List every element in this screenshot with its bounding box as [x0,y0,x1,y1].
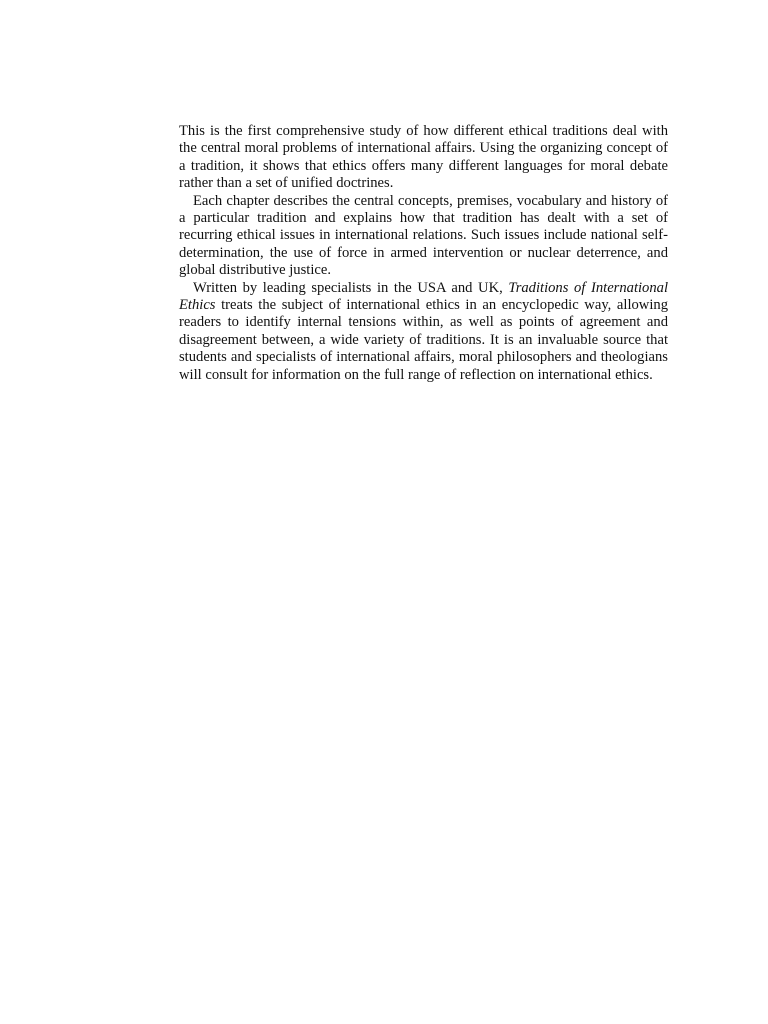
paragraph-authors-lead: Written by leading specialists in the USA and UK, [193,279,509,296]
paragraph-chapters: Each chapter describes the central concepts, premises, vocabulary and history of a particular tradition and explains how that tradition has dealt with a set of recurring ethical issues in international relations. Such issues include national self-determination, the use of force in armed intervention or nuclear deterrence, and global distributive justice. [179,192,668,279]
paragraph-intro: This is the first comprehensive study of how different ethical traditions deal with the central moral problems of international affairs. Using the organizing concept of a tradition, it shows that ethics offers many different languages for moral debate rather than a set of unified doctrines. [179,123,668,192]
book-title: Traditions of International Ethics [179,279,668,314]
paragraph-authors-rest: treats the subject of international ethics in an encyclopedic way, allowing readers to identify internal tensions within, as well as points of agreement and disagreement between, a wide variety of traditions. It is an invaluable source that students and specialists of international affairs, moral philosophers and theologians will consult for information on the full range of reflection on international ethics. [179,297,668,383]
paragraph-authors [179,280,668,384]
blurb-text-block [179,123,668,384]
